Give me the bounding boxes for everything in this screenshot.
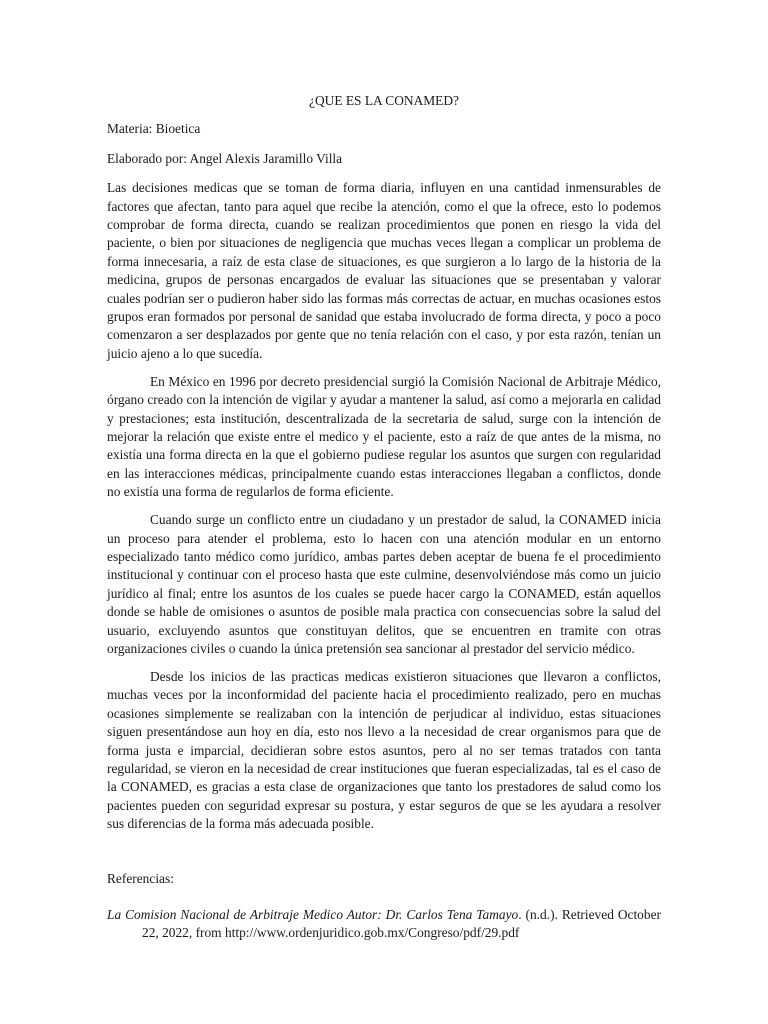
document-title: ¿QUE ES LA CONAMED? <box>309 93 459 108</box>
reference-details: . (n.d.). Retrieved October 22, 2022, from http://www.ordenjuridico.gob.mx/Congreso/pdf/29.pdf <box>142 906 661 941</box>
paragraph-process: Cuando surge un conflicto entre un ciudadano y un prestador de salud, la CONAMED inicia un proceso para atender el problema, esto lo hacen con una atención modular en un entorno especializado tanto médico como jurídico, ambas partes deben aceptar de buena fe el procedimiento institucional y continuar con el proceso hasta que este culmine, desenvolviéndose más como un juicio jurídico al final; entre los asuntos de los cuales se puede hacer cargo la CONAMED, están aquellos donde se hable de omisiones o asuntos de posible mala practica con consecuencias sobre la salud del usuario, excluyendo asuntos que constituyan delitos, que se encuentren en tramite con otras organizaciones civiles o cuando la única pretensión sea sancionar al prestador del servicio médico. <box>107 512 661 656</box>
document-page <box>107 92 661 943</box>
subject-line: Materia: Bioetica <box>107 121 201 137</box>
references-heading: Referencias: <box>107 870 174 886</box>
reference-title: La Comision Nacional de Arbitraje Medico Autor: Dr. Carlos Tena Tamayo <box>107 906 519 922</box>
reference-entry <box>107 906 661 943</box>
paragraph-intro: Las decisiones medicas que se toman de forma diaria, influyen en una cantidad inmensurables de factores que afectan, tanto para aquel que recibe la atención, como el que la ofrece, esto lo podemos comprobar de forma directa, cuando se realizan procedimientos que ponen en riesgo la vida del paciente, o bien por situaciones de negligencia que muchas veces llegan a complicar un problema de forma innecesaria, a raíz de esta clase de situaciones, es que surgieron a lo largo de la historia de la medicina, grupos de personas encargados de evaluar las situaciones que se presentaban y valorar cuales podrían ser o pudieron haber sido las formas más correctas de actuar, en muchas ocasiones estos grupos eran formados por personal de sanidad que estaba involucrado de forma directa, y poco a poco comenzaron a ser desplazados por gente que no tenía relación con el caso, y por esta razón, tenían un juicio ajeno a lo que sucedía. <box>107 180 661 361</box>
paragraph-history: En México en 1996 por decreto presidencial surgió la Comisión Nacional de Arbitraje Médico, órgano creado con la intención de vigilar y ayudar a mantener la salud, así como a mejorarla en calidad y prestaciones; esta institución, descentralizada de la secretaria de salud, surge con la intención de mejorar la relación que existe entre el medico y el paciente, esto a raíz de que antes de la misma, no existía una forma directa en la que el gobierno pudiese regular los asuntos que surgen con regularidad en las interacciones médicas, principalmente cuando estas interacciones llegaban a conflictos, donde no existía una forma de regularlos de forma eficiente. <box>107 373 661 500</box>
author-line: Elaborado por: Angel Alexis Jaramillo Villa <box>107 150 343 166</box>
paragraph-conclusion: Desde los inicios de las practicas medicas existieron situaciones que llevaron a conflictos, muchas veces por la inconformidad del paciente hacia el procedimiento realizado, pero en muchas ocasiones simplemente se realizaban con la intención de perjudicar al individuo, estas situaciones siguen presentándose aun hoy en día, esto nos llevo a la necesidad de crear organismos para que de forma justa e imparcial, decidieran sobre estos asuntos, pero al no ser temas tratados con tanta regularidad, se vieron en la necesidad de crear instituciones que fueran especializadas, tal es el caso de la CONAMED, es gracias a esta clase de organizaciones que tanto los prestadores de salud como los pacientes pueden con seguridad expresar su postura, y estar seguros de que se les ayudara a resolver sus diferencias de la forma más adecuada posible. <box>107 668 661 832</box>
